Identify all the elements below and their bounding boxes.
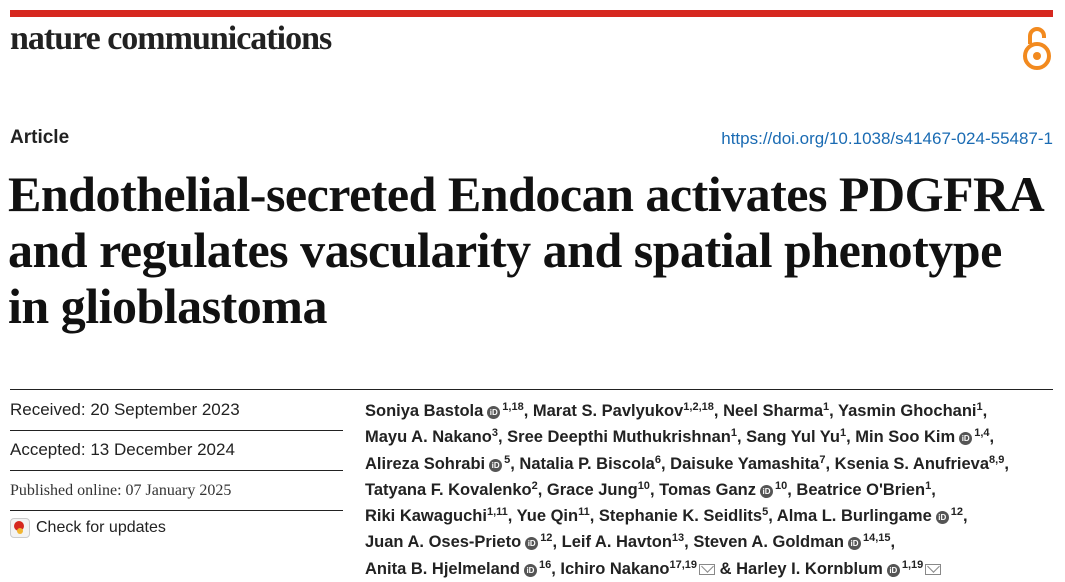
author-name[interactable]: Ichiro Nakano bbox=[560, 559, 670, 578]
affiliation-superscript: 1 bbox=[839, 427, 847, 440]
orcid-icon[interactable]: iD bbox=[887, 564, 900, 577]
orcid-icon[interactable]: iD bbox=[848, 537, 861, 550]
crossmark-icon bbox=[10, 518, 30, 538]
author-name[interactable]: Neel Sharma bbox=[723, 402, 824, 420]
author-name[interactable]: Steven A. Goldman bbox=[693, 533, 845, 552]
journal-accent-bar bbox=[10, 10, 1053, 17]
divider-published bbox=[10, 510, 343, 511]
affiliation-superscript: 6 bbox=[654, 453, 661, 466]
affiliation-superscript: 13 bbox=[671, 532, 685, 545]
orcid-icon[interactable]: iD bbox=[524, 564, 537, 577]
author-name[interactable]: Harley I. Kornblum bbox=[736, 559, 883, 578]
affiliation-superscript: 11 bbox=[578, 506, 590, 519]
divider-top bbox=[10, 389, 1053, 390]
author-name[interactable]: Tomas Ganz bbox=[659, 480, 756, 499]
article-title: Endothelial-secreted Endocan activates PDGFRA and regulates vascularity and spatial phenotype in glioblastoma bbox=[8, 166, 1042, 334]
author-name[interactable]: Marat S. Pavlyukov bbox=[532, 402, 684, 420]
author-name[interactable]: Daisuke Yamashita bbox=[670, 454, 820, 473]
affiliation-superscript: 7 bbox=[819, 453, 826, 466]
author-list bbox=[365, 398, 1055, 582]
affiliation-superscript: 1 bbox=[976, 401, 983, 413]
affiliation-superscript: 10 bbox=[637, 479, 650, 492]
affiliation-superscript: 5 bbox=[504, 453, 511, 466]
published-date: Published online: 07 January 2025 bbox=[10, 482, 232, 499]
affiliation-superscript: 12 bbox=[950, 506, 963, 519]
author-line: Riki Kawaguchi$^{1,11}$, Yue Qin$^{11}$, Stephanie K. Seidlits$^5$, Alma L. Burlingame iD $^{12}$, bbox=[365, 506, 968, 526]
author-name[interactable]: Sree Deepthi Muthukrishnan bbox=[507, 428, 731, 447]
author-name[interactable]: Yasmin Ghochani bbox=[838, 402, 977, 420]
author-line: Soniya Bastola iD $^{1,18}$, Marat S. Pavlyukov$^{1,2,18}$, Neel Sharma$^1$, Yasmin Ghochani$^1$, bbox=[365, 401, 988, 420]
affiliation-superscript: 5 bbox=[762, 506, 769, 519]
affiliation-superscript: 3 bbox=[491, 427, 498, 440]
affiliation-superscript: 17,19 bbox=[669, 558, 698, 571]
orcid-icon[interactable]: iD bbox=[760, 485, 773, 498]
affiliation-superscript: 16 bbox=[538, 558, 552, 571]
divider-received bbox=[10, 430, 343, 431]
received-date: Received: 20 September 2023 bbox=[10, 400, 240, 419]
affiliation-superscript: 1,2,18 bbox=[683, 401, 714, 413]
author-name[interactable]: Juan A. Oses-Prieto bbox=[365, 533, 522, 552]
article-type: Article bbox=[10, 127, 70, 148]
author-name[interactable]: Grace Jung bbox=[546, 480, 638, 499]
orcid-icon[interactable]: iD bbox=[525, 537, 538, 550]
email-icon[interactable] bbox=[699, 564, 715, 575]
author-name[interactable]: Leif A. Havton bbox=[561, 533, 672, 552]
orcid-icon[interactable]: iD bbox=[959, 432, 972, 445]
journal-name[interactable]: nature communications bbox=[10, 20, 332, 57]
author-name[interactable]: Tatyana F. Kovalenko bbox=[365, 480, 532, 499]
author-name[interactable]: Riki Kawaguchi bbox=[365, 507, 487, 526]
author-name[interactable]: Mayu A. Nakano bbox=[365, 428, 492, 447]
divider-accepted bbox=[10, 470, 343, 471]
affiliation-superscript: 1 bbox=[730, 427, 737, 440]
affiliation-superscript: 1 bbox=[925, 479, 932, 492]
author-name[interactable]: Stephanie K. Seidlits bbox=[598, 507, 763, 526]
orcid-icon[interactable]: iD bbox=[936, 511, 949, 524]
check-for-updates-label: Check for updates bbox=[36, 519, 166, 536]
affiliation-superscript: 10 bbox=[775, 479, 788, 492]
author-name[interactable]: Sang Yul Yu bbox=[746, 428, 840, 447]
author-name[interactable]: Alma L. Burlingame bbox=[776, 507, 932, 526]
author-name[interactable]: Ksenia S. Anufrieva bbox=[834, 454, 990, 473]
author-name[interactable]: Natalia P. Biscola bbox=[519, 454, 655, 473]
email-icon[interactable] bbox=[925, 564, 941, 575]
affiliation-superscript: 1,18 bbox=[502, 401, 524, 413]
author-line: Juan A. Oses-Prieto iD $^{12}$, Leif A. Havton$^{13}$, Steven A. Goldman iD $^{14,15}$, bbox=[365, 532, 896, 552]
affiliation-superscript: 1 bbox=[823, 401, 830, 413]
accepted-date: Accepted: 13 December 2024 bbox=[10, 440, 235, 459]
author-line: Tatyana F. Kovalenko$^2$, Grace Jung$^{10}$, Tomas Ganz iD $^{10}$, Beatrice O'Brien$^1$, bbox=[365, 479, 936, 499]
author-name[interactable]: Alireza Sohrabi bbox=[365, 454, 486, 473]
author-name[interactable]: Yue Qin bbox=[516, 507, 579, 526]
affiliation-superscript: 8,9 bbox=[989, 453, 1005, 466]
author-name[interactable]: Min Soo Kim bbox=[855, 428, 956, 447]
author-name[interactable]: Anita B. Hjelmeland bbox=[365, 559, 520, 578]
author-line: Alireza Sohrabi iD $^5$, Natalia P. Biscola$^6$, Daisuke Yamashita$^7$, Ksenia S. Anufrieva$^{8,9}$, bbox=[365, 453, 1009, 473]
orcid-icon[interactable]: iD bbox=[489, 459, 502, 472]
affiliation-superscript: 1,4 bbox=[974, 427, 990, 440]
author-line: Anita B. Hjelmeland iD $^{16}$, Ichiro Nakano$^{17,19}$ & Harley I. Kornblum iD $^{1,19}$ bbox=[365, 556, 1055, 582]
affiliation-superscript: 14,15 bbox=[863, 532, 891, 545]
affiliation-superscript: 12 bbox=[540, 532, 553, 545]
open-access-lock-icon bbox=[1020, 22, 1054, 72]
check-for-updates-button[interactable] bbox=[10, 518, 166, 538]
author-line: Mayu A. Nakano$^3$, Sree Deepthi Muthukrishnan$^1$, Sang Yul Yu$^1$, Min Soo Kim iD $^{1,4}$, bbox=[365, 427, 995, 447]
author-name[interactable]: Beatrice O'Brien bbox=[796, 480, 926, 499]
doi-link[interactable]: https://doi.org/10.1038/s41467-024-55487-1 bbox=[721, 129, 1053, 148]
affiliation-superscript: 1,19 bbox=[901, 558, 924, 571]
author-name[interactable]: Soniya Bastola bbox=[365, 402, 484, 420]
affiliation-superscript: 1,11 bbox=[486, 506, 508, 519]
orcid-icon[interactable]: iD bbox=[487, 406, 500, 419]
affiliation-superscript: 2 bbox=[531, 479, 538, 492]
